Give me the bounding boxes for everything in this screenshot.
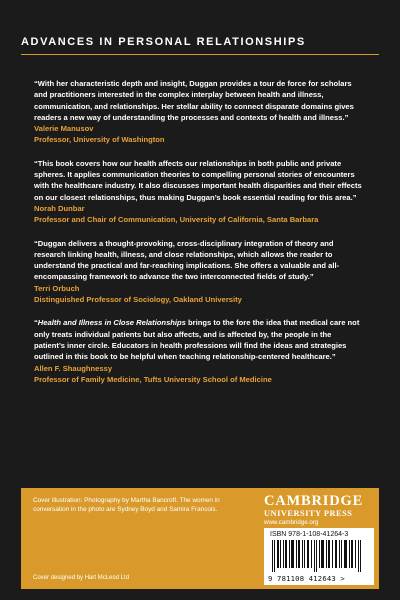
endorsement-2: [34, 158, 364, 226]
endorser-affiliation: Professor, University of Washington: [34, 135, 165, 145]
endorser-affiliation: Professor of Family Medicine, Tufts University School of Medicine: [34, 374, 272, 384]
endorser-name: Norah Dunbar: [34, 203, 85, 213]
publisher-subtitle: UNIVERSITY PRESS: [264, 509, 353, 518]
barcode-digits: 9 781108 412643 >: [268, 574, 345, 583]
quote-text: “With her characteristic depth and insight, Duggan provides a tour de force for scholars and practitioners interested in the complex interplay between health and illness, communication, and relationships. Her stellar ability to connect disparate domains gives readers a new way of understanding the processes and contexts of health and illness.”: [34, 79, 354, 122]
endorsement-3: [34, 238, 364, 306]
quote-text: “This book covers how our health affects our relationships in both public and private spheres. It applies communication theories to compelling personal stories of encounters with the healthcare industry. It also discusses important health disparities and their effects on our closest relationships, thus making Duggan’s book essential reading for this area.”: [34, 158, 362, 202]
series-header: [21, 36, 379, 55]
publisher-logo: [264, 494, 374, 527]
publisher-name: CAMBRIDGE: [264, 493, 364, 509]
book-title-italic: Health and Illness in Close Relationships: [37, 318, 186, 328]
isbn-label: ISBN 978-1-108-41264-3: [270, 531, 349, 538]
endorser-affiliation: Professor and Chair of Communication, University of California, Santa Barbara: [34, 215, 319, 225]
quote-text: [34, 317, 364, 362]
endorsements: [34, 78, 364, 397]
endorser-name: Terri Orbuch: [34, 283, 80, 293]
endorser-affiliation: Distinguished Professor of Sociology, Oakland University: [34, 295, 242, 305]
barcode-panel: [264, 528, 374, 585]
publisher-website: www.cambridge.org: [264, 519, 319, 526]
cover-illustration-credit: Cover illustration: Photography by Martha Bancroft. The women in conversation in the photo are Sydney Boyd and Samira Francois.: [33, 497, 220, 514]
endorser-name: Allen F. Shaughnessy: [34, 363, 113, 373]
quote-text-rest: brings to the fore the idea that medical care not only treats individual patients but also affects, and is affected by, the people in the patient’s inner circle. Educators in health professions will find the ideas and strategies outlined in this book to be helpful when teaching relationship-centered healthcare.”: [34, 318, 360, 362]
quote-text: “Duggan delivers a thought-provoking, cross-disciplinary integration of theory and research linking health, illness, and close relationships, which allows the reader to understand the practical and far-reaching implications. She offers a valuable and all-encompassing framework to advance the two interconnected fields of study.”: [34, 238, 340, 282]
barcode-icon: [270, 540, 368, 572]
quote-open-mark: “: [34, 318, 38, 328]
endorser-name: Valerie Manusov: [34, 124, 94, 134]
endorsement-4: [34, 317, 364, 385]
bottom-panel: [21, 488, 379, 589]
cover-designer-credit: Cover designed by Hart McLeod Ltd: [33, 575, 130, 581]
series-title: ADVANCES IN PERSONAL RELATIONSHIPS: [21, 36, 306, 48]
endorsement-1: [34, 78, 364, 146]
